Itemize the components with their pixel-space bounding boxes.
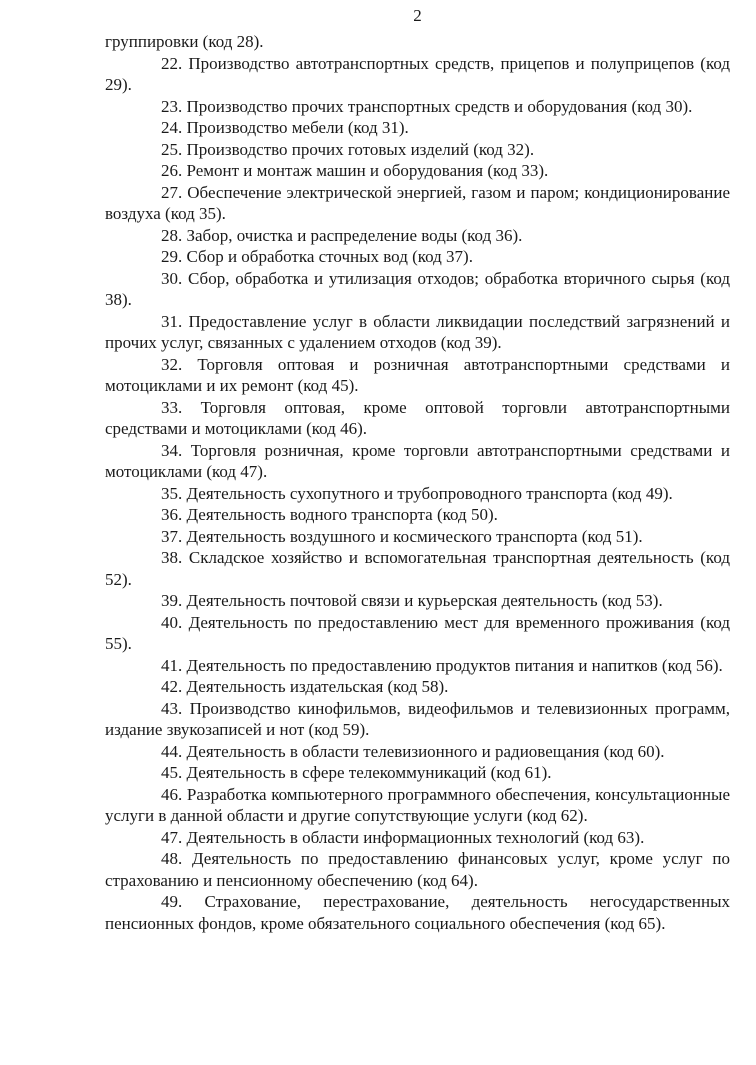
list-item: 33. Торговля оптовая, кроме оптовой торговли автотранспортными средствами и мотоциклами (код 46).	[105, 397, 730, 438]
list-item: 31. Предоставление услуг в области ликвидации последствий загрязнений и прочих услуг, связанных с удалением отходов (код 39).	[105, 311, 730, 352]
list-item: 27. Обеспечение электрической энергией, газом и паром; кондиционирование воздуха (код 35).	[105, 182, 730, 223]
document-body	[105, 31, 730, 934]
list-item: 41. Деятельность по предоставлению продуктов питания и напитков (код 56).	[161, 655, 723, 675]
list-item: 23. Производство прочих транспортных средств и оборудования (код 30).	[161, 96, 693, 116]
list-item: 45. Деятельность в сфере телекоммуникаций (код 61).	[161, 763, 552, 782]
list-item: 22. Производство автотранспортных средств, прицепов и полуприцепов (код 29).	[105, 53, 730, 94]
items-list	[105, 53, 730, 935]
list-item: 32. Торговля оптовая и розничная автотранспортными средствами и мотоциклами и их ремонт (код 45).	[105, 354, 730, 395]
paragraph-continuation: группировки (код 28).	[105, 32, 264, 51]
list-item: 42. Деятельность издательская (код 58).	[161, 677, 449, 696]
list-item: 39. Деятельность почтовой связи и курьерская деятельность (код 53).	[161, 591, 663, 610]
list-item: 30. Сбор, обработка и утилизация отходов; обработка вторичного сырья (код 38).	[105, 268, 730, 309]
list-item: 48. Деятельность по предоставлению финансовых услуг, кроме услуг по страхованию и пенсионному обеспечению (код 64).	[105, 849, 730, 890]
list-item: 40. Деятельность по предоставлению мест для временного проживания (код 55).	[105, 612, 730, 653]
list-item: 29. Сбор и обработка сточных вод (код 37).	[161, 247, 473, 266]
list-item: 24. Производство мебели (код 31).	[161, 118, 409, 137]
list-item: 34. Торговля розничная, кроме торговли автотранспортными средствами и мотоциклами (код 47).	[105, 440, 730, 481]
list-item: 46. Разработка компьютерного программного обеспечения, консультационные услуги в данной области и другие сопутствующие услуги (код 62).	[105, 784, 730, 825]
list-item: 26. Ремонт и монтаж машин и оборудования (код 33).	[161, 161, 549, 180]
list-item: 43. Производство кинофильмов, видеофильмов и телевизионных программ, издание звукозаписей и нот (код 59).	[105, 698, 730, 739]
list-item: 36. Деятельность водного транспорта (код 50).	[161, 505, 498, 524]
page-number: 2	[413, 6, 422, 25]
list-item: 37. Деятельность воздушного и космического транспорта (код 51).	[161, 526, 643, 546]
list-item: 44. Деятельность в области телевизионного и радиовещания (код 60).	[161, 741, 665, 761]
list-item: 47. Деятельность в области информационных технологий (код 63).	[161, 827, 645, 847]
list-item: 25. Производство прочих готовых изделий (код 32).	[161, 139, 535, 159]
list-item: 35. Деятельность сухопутного и трубопроводного транспорта (код 49).	[161, 483, 673, 503]
list-item: 49. Страхование, перестрахование, деятельность негосударственных пенсионных фондов, кроме обязательного социального обеспечения (код 65).	[105, 892, 730, 933]
list-item: 38. Складское хозяйство и вспомогательная транспортная деятельность (код 52).	[105, 548, 730, 589]
list-item: 28. Забор, очистка и распределение воды (код 36).	[161, 225, 523, 245]
